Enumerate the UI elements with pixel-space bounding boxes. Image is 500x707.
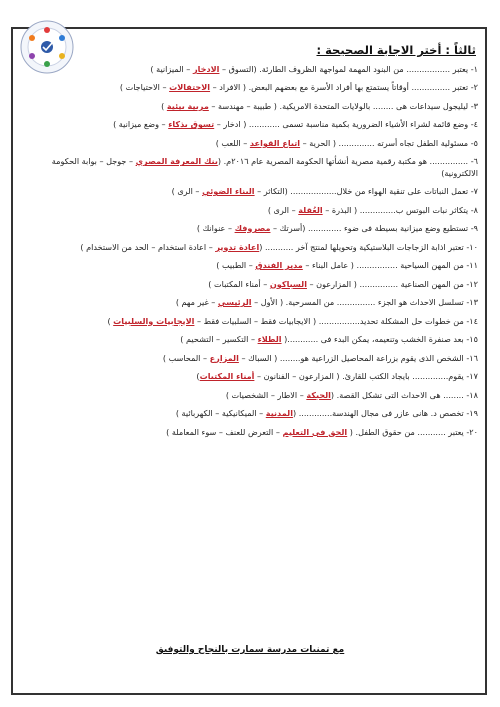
question-text: ١٢- من المهن الصناعية ............... ( المزارعون – <box>306 278 478 289</box>
correct-answer: بنك المعرفة المصري <box>135 156 218 167</box>
question-options-rest: – اللعب ) <box>215 137 250 148</box>
question-options-rest: – التعرض للعنف – سوء المعاملة ) <box>166 426 283 437</box>
question-text: ١٦- الشخص الذى يقوم بزراعة المحاصيل الزراعية هو........ ( السباك – <box>238 352 478 363</box>
question-text: ١١- من المهن السياحية ................ ( عامل البناء – <box>302 260 478 271</box>
question-item <box>22 427 478 438</box>
question-item <box>22 297 478 308</box>
question-item <box>22 260 478 271</box>
correct-answer: الاحتفالات <box>169 82 211 93</box>
question-text: ١٩- تخصص د. هانى عازر فى مجال الهندسة............. ( <box>292 408 478 419</box>
correct-answer: الادخار <box>192 64 220 74</box>
correct-answer: البناء الضوئي <box>202 186 255 197</box>
question-item <box>22 316 478 327</box>
question-options-rest: – وضع ميزانية ) <box>113 119 169 130</box>
question-options-rest: – الميكانيكية – الكهربائية ) <box>175 408 266 419</box>
question-options-rest: – المحاسب ) <box>162 352 210 363</box>
question-text: ٥- مسئولية الطفل تجاه أسرته .............. ( الحرية – <box>300 137 478 148</box>
correct-answer: الحبكة <box>306 389 331 400</box>
correct-answer: اعادة تدوير <box>215 241 260 252</box>
correct-answer: المدنية <box>265 408 293 419</box>
question-item <box>22 156 478 179</box>
correct-answer: اتباع القواعد <box>249 137 301 148</box>
question-item <box>22 64 478 75</box>
question-text: ١٥- بعد صنفرة الخشب وتنعيمه، يمكن البدء فى ............( <box>281 334 478 345</box>
question-item <box>22 408 478 419</box>
question-options-rest: – الرى ) <box>267 204 299 215</box>
correct-answer: السباكون <box>269 278 307 289</box>
question-options-rest: – اعادة استخدام – الحد من الاستخدام ) <box>80 241 216 252</box>
question-item <box>22 371 478 382</box>
question-options-rest: – الرى ) <box>171 186 203 197</box>
question-options-rest: ) <box>161 100 167 111</box>
question-item <box>22 353 478 364</box>
question-text: ٩- تستطيع وضع ميزانية بسيطة فى ضوء ............. (أسرتك – <box>270 223 478 234</box>
question-text: ١٧- يقوم.............. بايجاد الكتب للقارئ. ( المزارعون – الفنانون – <box>254 371 478 382</box>
correct-answer: أمناء المكتبات <box>199 371 255 382</box>
question-item <box>22 279 478 290</box>
correct-answer: مربية بيئية <box>166 100 209 111</box>
question-text: ١- يعتبر ................. من البنود المهمة لمواجهة الظروف الطارئة. (التسوق – <box>219 64 478 74</box>
question-text: ٧- تعمل النباتات على تنقية الهواء من خلال.................. (التكاثر – <box>254 186 478 197</box>
question-item <box>22 242 478 253</box>
question-options-rest: – عنوانك ) <box>196 223 235 234</box>
correct-answer: العُقلة <box>298 204 323 215</box>
question-item <box>22 101 478 112</box>
question-options-rest: – غير مهم ) <box>175 297 218 308</box>
section-title: ثالثاً : أختر الاجابة الصحيحة : <box>316 43 476 57</box>
question-item <box>22 138 478 149</box>
correct-answer: الحق فى التعليم <box>282 426 348 437</box>
question-options-rest: – التكسير – التشحيم ) <box>180 334 258 345</box>
footer-note: مع تمنيات مدرسة سمارت بالنجاح والتوفيق <box>155 645 345 655</box>
question-options-rest: – الميزانية ) <box>150 64 193 74</box>
question-options-rest: – الطبيب ) <box>216 260 256 271</box>
question-item <box>22 119 478 130</box>
question-text: ١٣- تسلسل الاحداث هو الجزء ............... من المسرحية. ( الأول – <box>251 297 478 308</box>
question-options-rest: – الاطار – الشخصيات ) <box>225 389 307 400</box>
question-item <box>22 82 478 93</box>
question-text: ٤- وضع قائمة لشراء الأشياء الضرورية بكمية مناسبة تسمى ............ ( ادخار – <box>214 119 478 130</box>
questions-list <box>22 64 478 445</box>
question-options-rest: ) <box>196 371 200 382</box>
question-item <box>22 205 478 216</box>
correct-answer: مدير الفندق <box>255 260 303 271</box>
question-text: ٢٠- يعتبر ........... من حقوق الطفل. ( <box>347 426 478 437</box>
question-options-rest: – جوجل – بوابة الحكومة الالكترونية) <box>51 156 478 178</box>
question-text: ٣- ليليجول سيداعات هى ........ بالولايات المتحدة الامريكية. ( طبيبة – مهندسة – <box>208 100 478 111</box>
correct-answer: الرئيسي <box>217 297 252 308</box>
question-text: ٢- تعتبر ............... أوقاتاً يستمتع بها أفراد الأسرة مع بعضهم البعض. ( الافراد – <box>210 82 478 93</box>
correct-answer: تسوق بذكاء <box>168 119 215 130</box>
correct-answer: مصروفك <box>234 223 271 234</box>
question-item <box>22 223 478 234</box>
question-text: ١٤- من خطوات حل المشكلة تحديد................ ( الايجابيات فقط – السلبيات فقط – <box>194 315 478 326</box>
question-item <box>22 186 478 197</box>
question-item <box>22 390 478 401</box>
question-text: ١٨- ........ هى الاحداث التى تشكل القصة. ( <box>330 389 478 400</box>
question-options-rest: – الاحتياجات ) <box>119 82 170 93</box>
question-options-rest: ) <box>107 315 114 326</box>
correct-answer: الايجابيات والسلبيات <box>113 315 195 326</box>
question-text: ٨- يتكاثر نبات البوتس ب.............. ( البذرة – <box>322 204 478 215</box>
question-text: ٦- ............... هو مكتبة رقمية مصرية أنشأتها الحكومة المصرية عام ٢٠١٦م. ( <box>217 156 478 167</box>
question-item <box>22 334 478 345</box>
correct-answer: المزارع <box>209 352 239 363</box>
question-options-rest: – أمناء المكتبات ) <box>208 278 270 289</box>
correct-answer: الطلاء <box>257 334 282 345</box>
question-text: ١٠- تعتبر اذابة الزجاجات البلاستيكية وتحويلها لمنتج آخر ........... ( <box>259 241 478 252</box>
